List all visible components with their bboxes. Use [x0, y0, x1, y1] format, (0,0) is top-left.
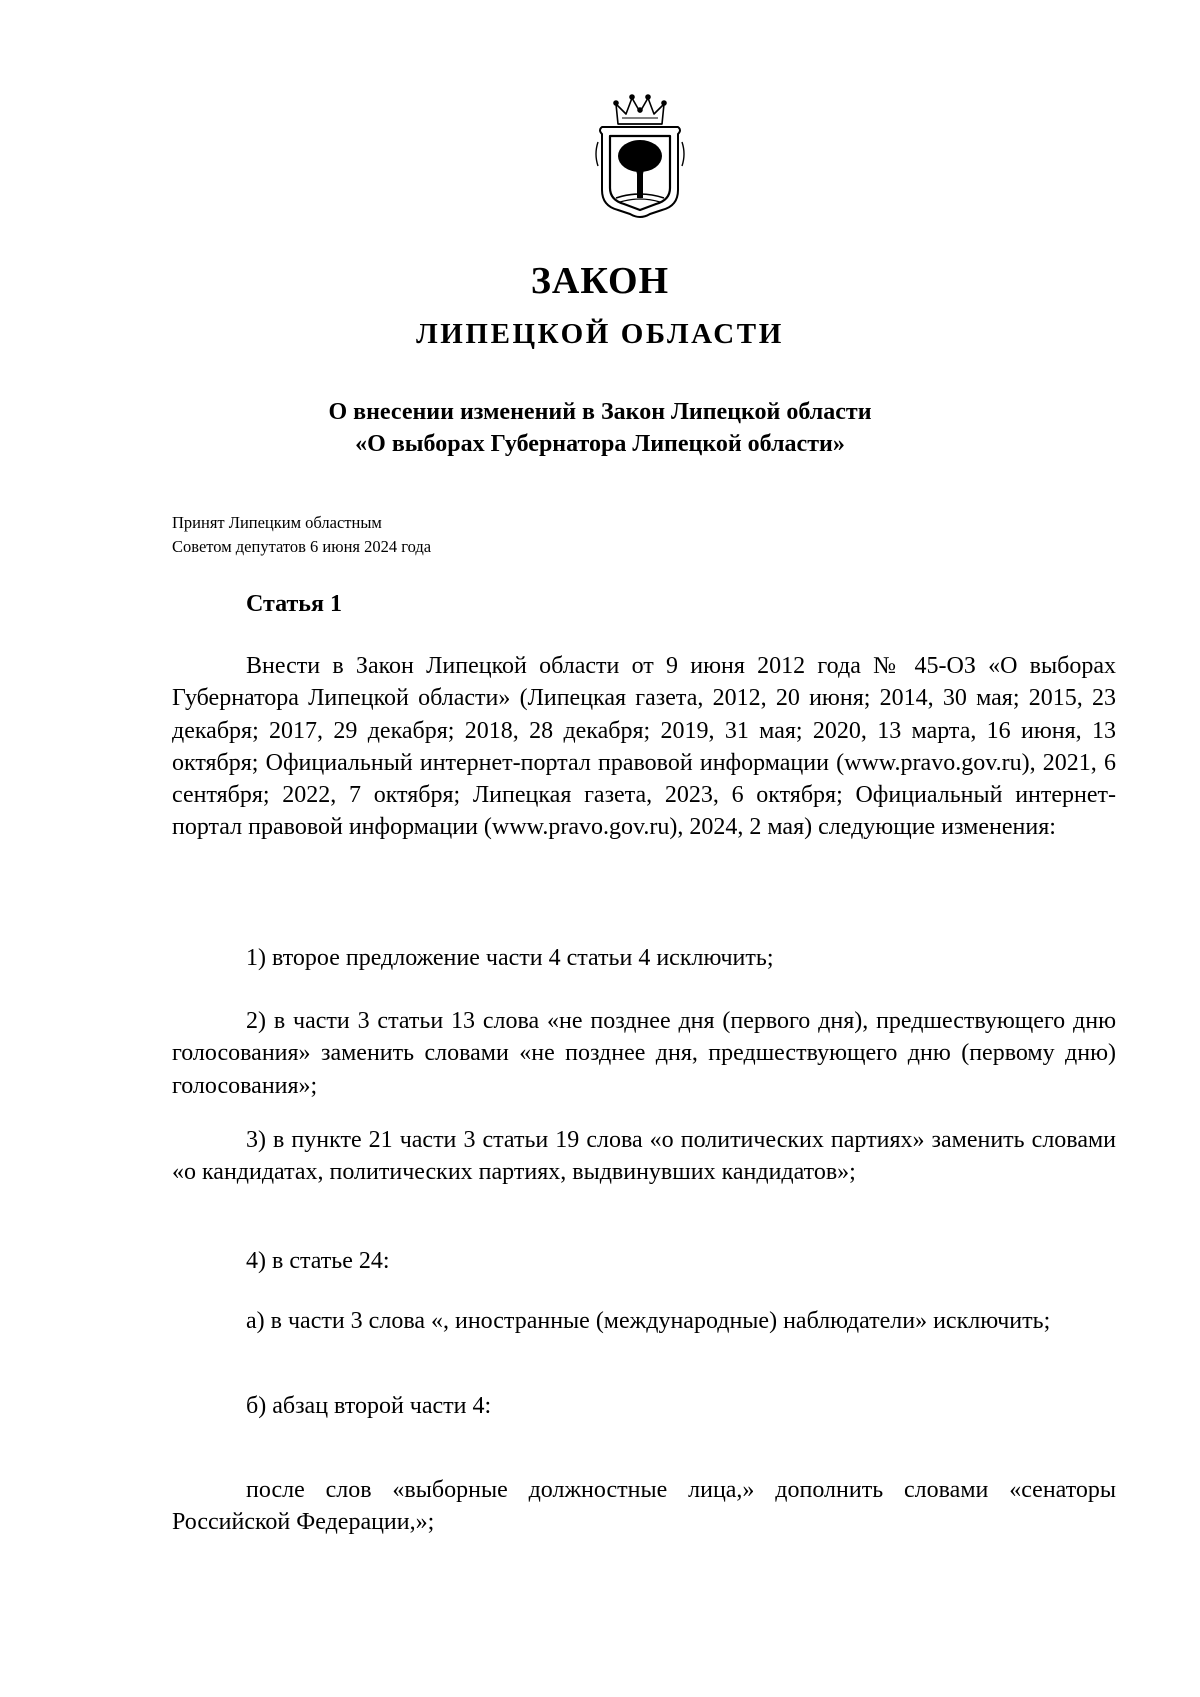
article-item-3: 3) в пункте 21 части 3 статьи 19 слова «о политических партиях» заменить словами «о кандидатах, политических партиях, выдвинувших кандидатов»; [172, 1127, 1116, 1186]
article-item-2: 2) в части 3 статьи 13 слова «не позднее дня (первого дня), предшествующего дню голосования» заменить словами «не позднее дня, предшествующего дню (первому дню) голосования»; [172, 1008, 1116, 1099]
article-item-4: 4) в статье 24: [246, 1248, 390, 1274]
adoption-note-line-1: Принят Липецким областным [172, 513, 382, 532]
coat-of-arms-emblem [594, 94, 686, 224]
article-subitem-b-text: после слов «выборные должностные лица,» дополнить словами «сенаторы Российской Федерации,»; [172, 1477, 1116, 1536]
article-subitem-a: а) в части 3 слова «, иностранные (международные) наблюдатели» исключить; [246, 1308, 1051, 1334]
document-region-title: ЛИПЕЦКОЙ ОБЛАСТИ [416, 318, 784, 350]
article-item-1: 1) второе предложение части 4 статьи 4 исключить; [246, 945, 774, 971]
article-paragraph-intro: Внести в Закон Липецкой области от 9 июня 2012 года № 45-ОЗ «О выборах Губернатора Липецкой области» (Липецкая газета, 2012, 20 июня; 2014, 30 мая; 2015, 23 декабря; 2017, 29 декабря; 2018, 28 декабря; 2019, 31 мая; 2020, 13 марта, 16 июня, 13 октября; Официальный интернет-портал правовой информации (www.pravo.gov.ru), 2021, 6 сентября; 2022, 7 октября; Липецкая газета, 2023, 6 октября; Официальный интернет-портал правовой информации (www.pravo.gov.ru), 2024, 2 мая) следующие изменения: [172, 653, 1116, 841]
law-subject-line-1: О внесении изменений в Закон Липецкой области [328, 399, 872, 425]
law-subject [0, 396, 1200, 460]
article-subitem-b: б) абзац второй части 4: [246, 1393, 492, 1419]
adoption-note-line-2: Советом депутатов 6 июня 2024 года [172, 537, 432, 556]
article-title: Статья 1 [246, 591, 342, 617]
law-subject-line-2: «О выборах Губернатора Липецкой области» [355, 431, 845, 457]
adoption-note [172, 511, 431, 559]
document-title: ЗАКОН [530, 260, 670, 302]
